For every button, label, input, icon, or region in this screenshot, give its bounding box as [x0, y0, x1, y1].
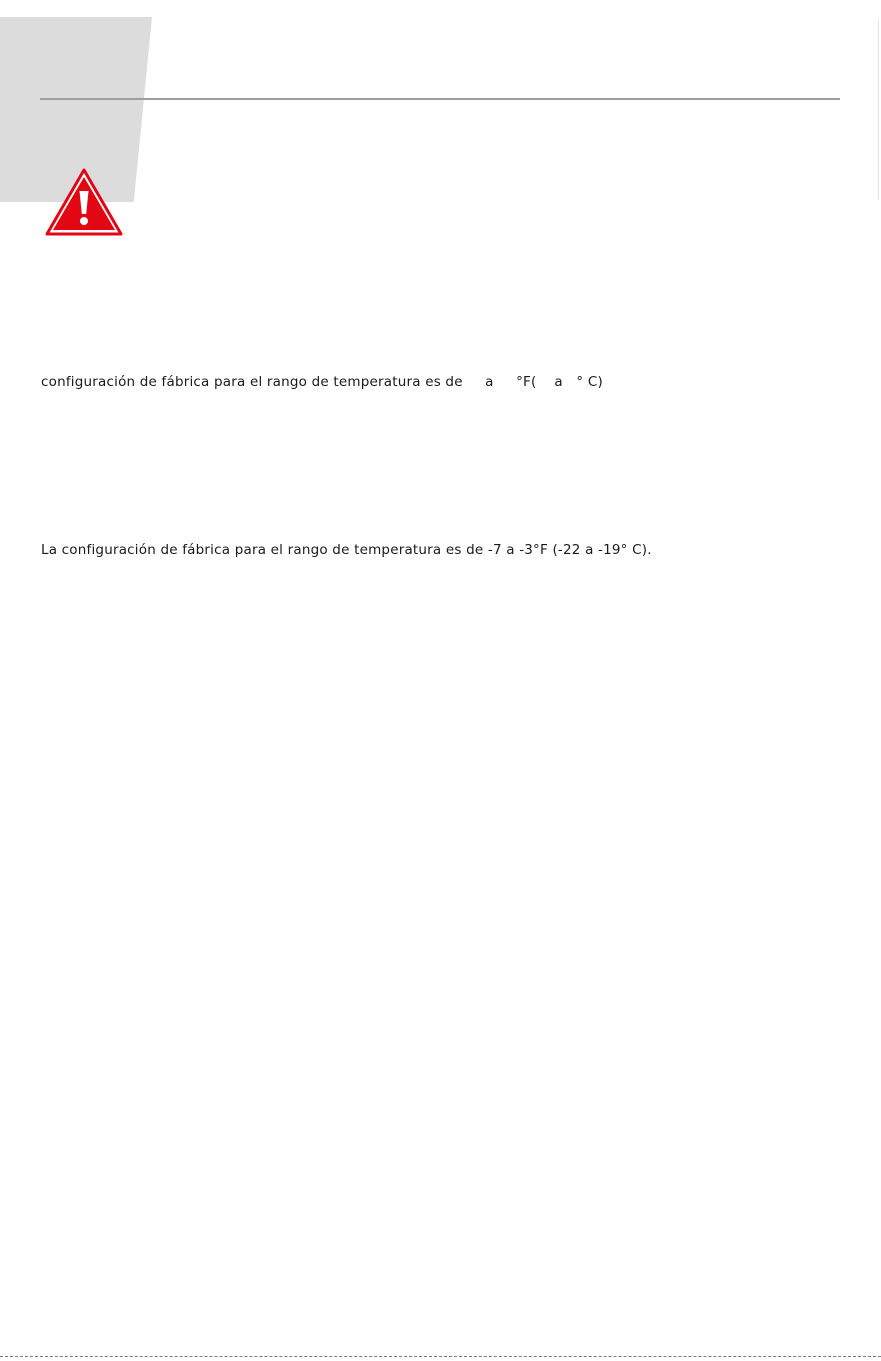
- header-rule: [40, 98, 840, 100]
- footer-dashed-rule: [0, 1356, 881, 1357]
- right-edge-mark: [878, 20, 879, 200]
- factory-setting-text: La configuración de fábrica para el rango de temperatura es de -7 a -3°F (-22 a -19° C).: [41, 542, 652, 558]
- warning-triangle-icon: [44, 167, 124, 237]
- factory-setting-text-blank: configuración de fábrica para el rango de temperatura es de a °F( a ° C): [41, 374, 603, 390]
